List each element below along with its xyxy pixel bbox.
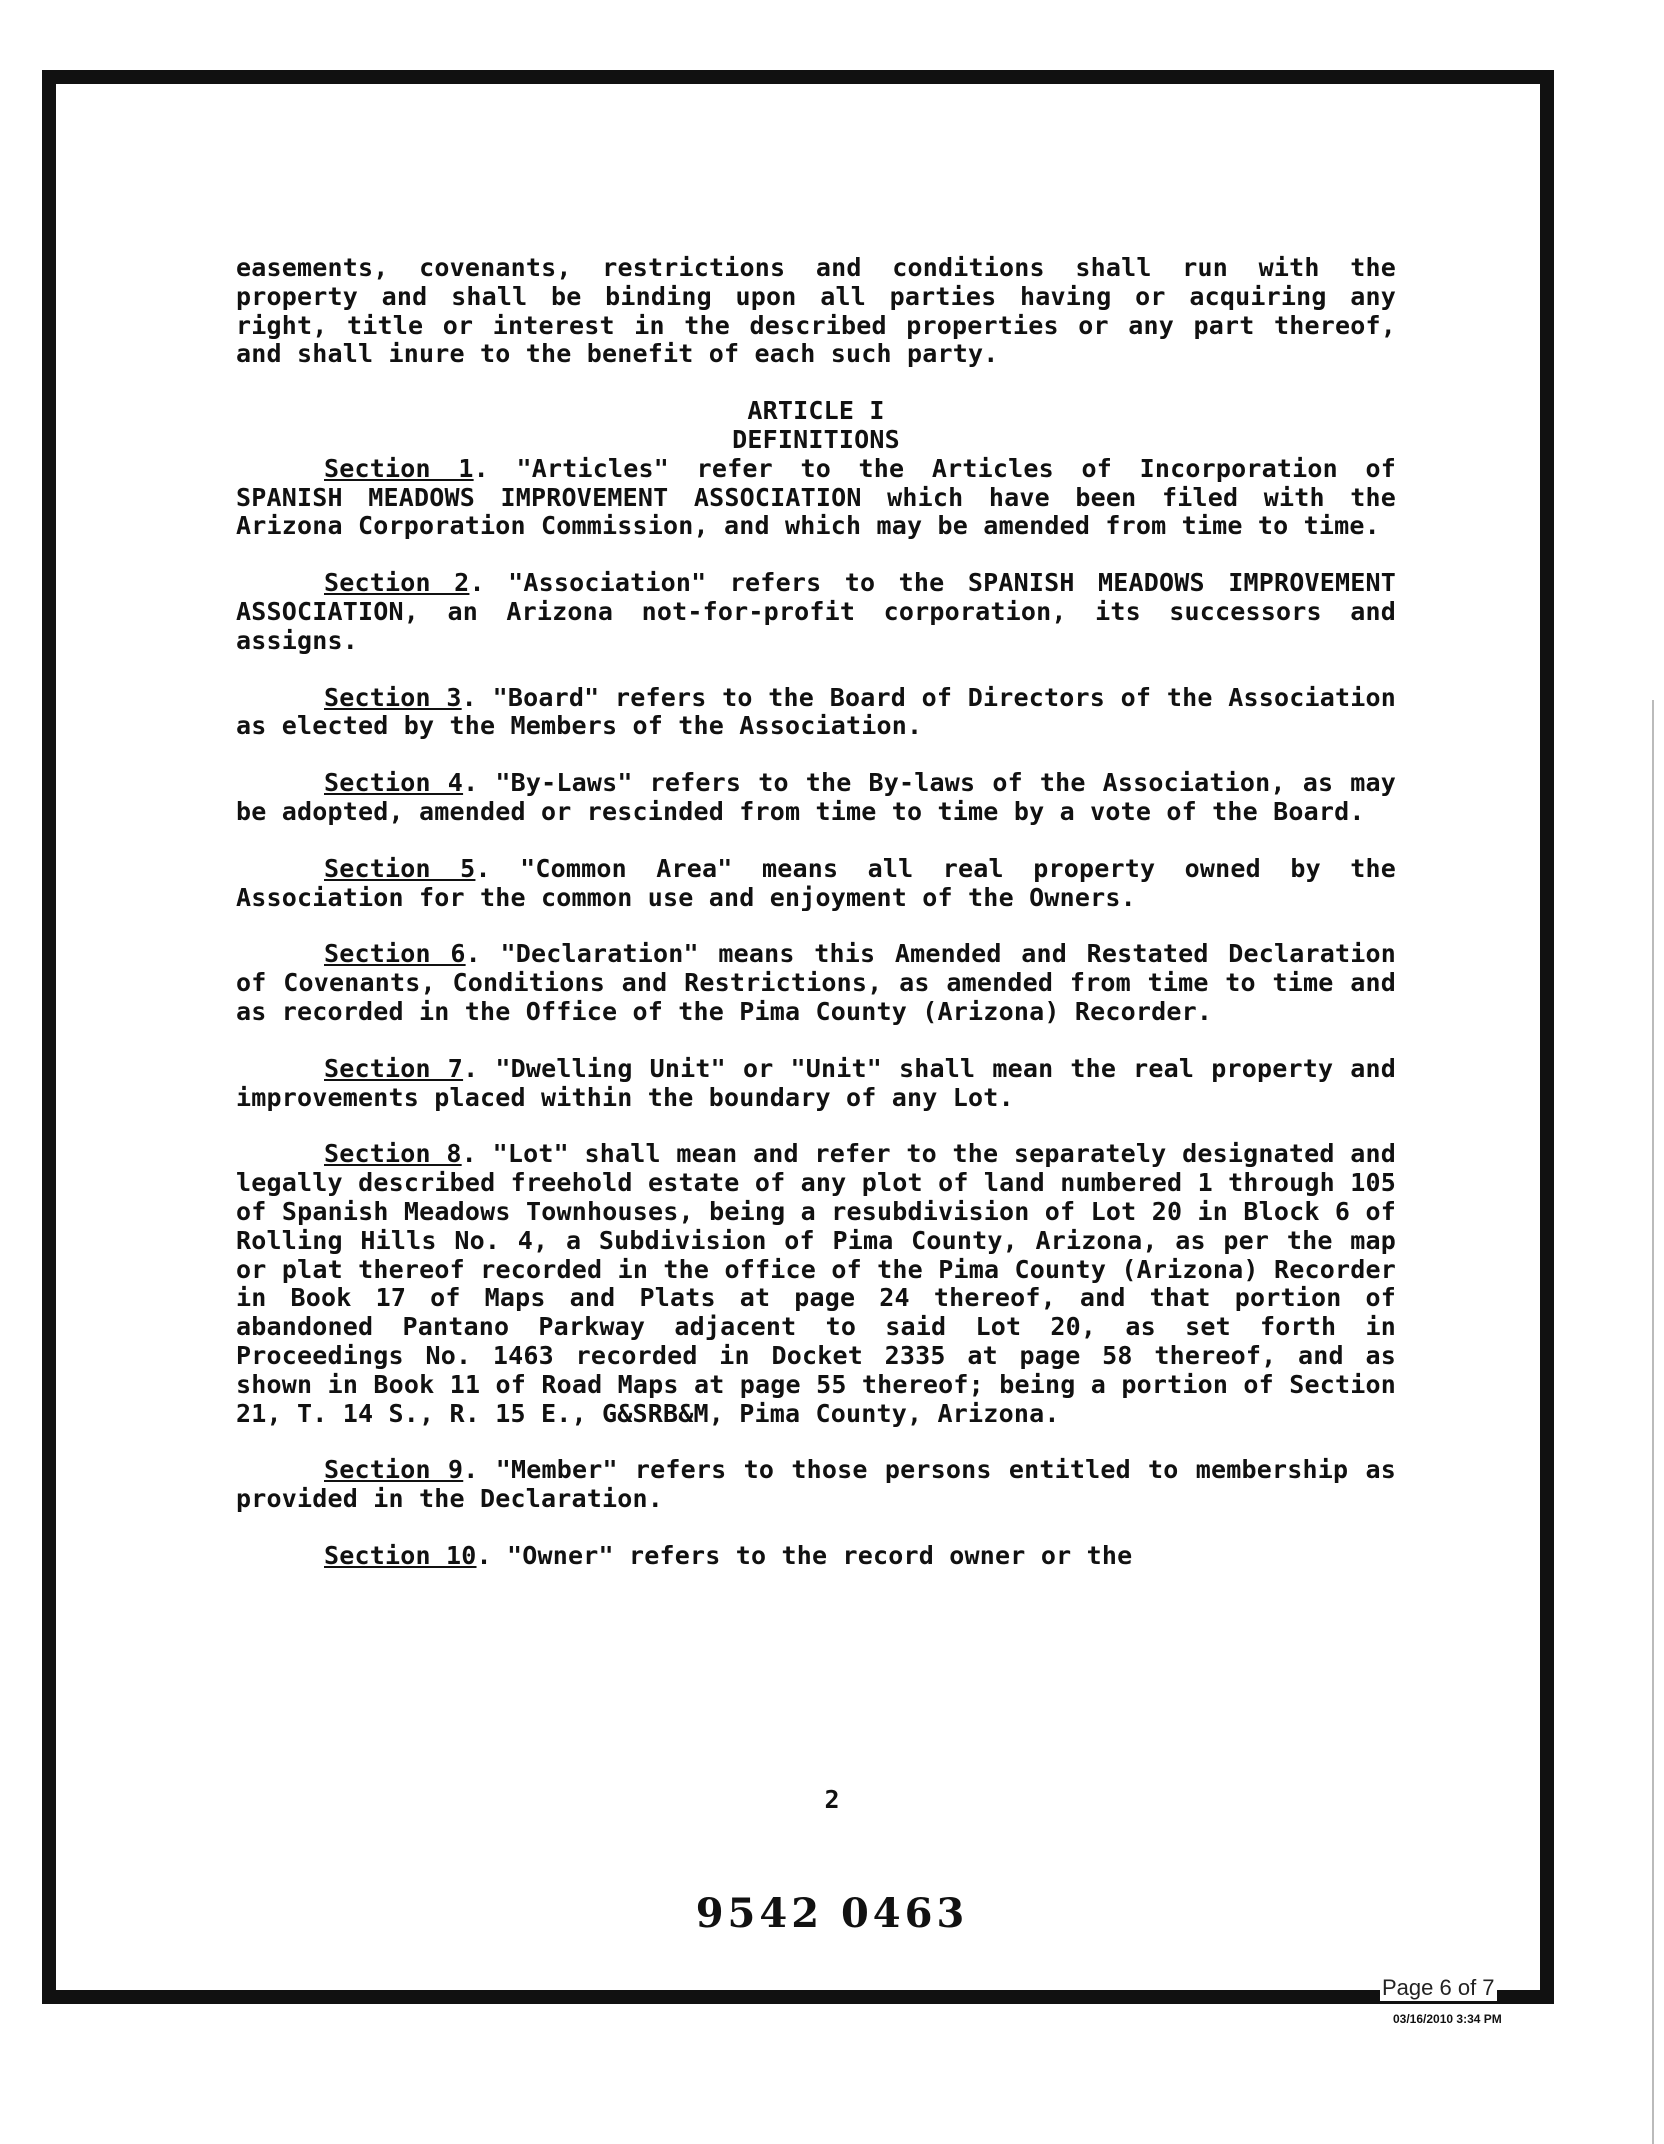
section-text: . "Articles" refer to the Articles of Incorporation of SPANISH MEADOWS IMPROVEMENT ASSOCIATION which have been filed with the Arizona Corporation Commission, and which may be amended from time to time. (236, 453, 1396, 541)
document-body (236, 254, 1396, 1599)
section-text: . "By-Laws" refers to the By-laws of the Association, as may be adopted, amended or rescinded from time to time by a vote of the Board. (236, 768, 1397, 826)
section-ref: Section 10 (324, 1540, 477, 1570)
section-6 (236, 940, 1396, 1026)
section-5 (236, 855, 1396, 913)
page-number: 2 (824, 1785, 840, 1814)
section-ref: Section 6 (324, 939, 466, 969)
section-2 (236, 569, 1396, 655)
section-text: . "Dwelling Unit" or "Unit" shall mean the real property and improvements placed within the boundary of any Lot. (236, 1053, 1397, 1112)
section-ref: Section 7 (324, 1053, 464, 1083)
section-text: . "Owner" refers to the record owner or the (476, 1540, 1133, 1570)
section-7 (236, 1055, 1396, 1113)
section-ref: Section 8 (324, 1139, 462, 1169)
intro-paragraph: easements, covenants, restrictions and conditions shall run with the property and shall be binding upon all parties having or acquiring any right, title or interest in the described properties or any part thereof, and shall inure to the benefit of each such party. (236, 253, 1396, 369)
section-text: . "Common Area" means all real property owned by the Association for the common use and enjoyment of the Owners. (236, 853, 1396, 912)
section-text: . "Association" refers to the SPANISH MEADOWS IMPROVEMENT ASSOCIATION, an Arizona not-for-profit corporation, its successors and assigns. (236, 568, 1396, 655)
section-ref: Section 4 (324, 768, 464, 798)
scan-timestamp: 03/16/2010 3:34 PM (1393, 2012, 1502, 2026)
section-text: . "Declaration" means this Amended and Restated Declaration of Covenants, Conditions and Restrictions, as amended from time to time and as recorded in the Office of the Pima County (Arizona) Recorder. (236, 939, 1396, 1026)
section-9 (236, 1456, 1396, 1514)
section-10 (236, 1542, 1396, 1571)
section-text: . "Board" refers to the Board of Directors of the Association as elected by the Members of the Association. (236, 682, 1397, 741)
section-1 (236, 455, 1396, 541)
section-ref: Section 5 (324, 853, 476, 883)
article-subtitle: DEFINITIONS (732, 424, 900, 454)
article-title: ARTICLE I (747, 396, 885, 426)
section-4 (236, 769, 1396, 827)
section-ref: Section 1 (324, 453, 474, 483)
section-ref: Section 2 (324, 568, 470, 598)
recording-number: 9542 0463 (695, 1890, 969, 1937)
page-of-label: Page 6 of 7 (1382, 1975, 1495, 2000)
section-3 (236, 684, 1396, 742)
section-8 (236, 1140, 1396, 1428)
section-text: . "Member" refers to those persons entitled to membership as provided in the Declaration. (236, 1455, 1397, 1514)
section-ref: Section 3 (324, 682, 462, 712)
section-text: . "Lot" shall mean and refer to the separately designated and legally described freehold estate of any plot of land numbered 1 through 105 of Spanish Meadows Townhouses, being a resubdivision of Lot 20 in Block 6 of Rolling Hills No. 4, a Subdivision of Pima County, Arizona, as per the map or plat thereof recorded in the office of the Pima County (Arizona) Recorder in Book 17 of Maps and Plats at page 24 thereof, and that portion of abandoned Pantano Parkway adjacent to said Lot 20, as set forth in Proceedings No. 1463 recorded in Docket 2335 at page 58 thereof, and as shown in Book 11 of Road Maps at page 55 thereof; being a portion of Section 21, T. 14 S., R. 15 E., G&SRB&M, Pima County, Arizona. (236, 1139, 1397, 1428)
section-ref: Section 9 (324, 1455, 464, 1485)
